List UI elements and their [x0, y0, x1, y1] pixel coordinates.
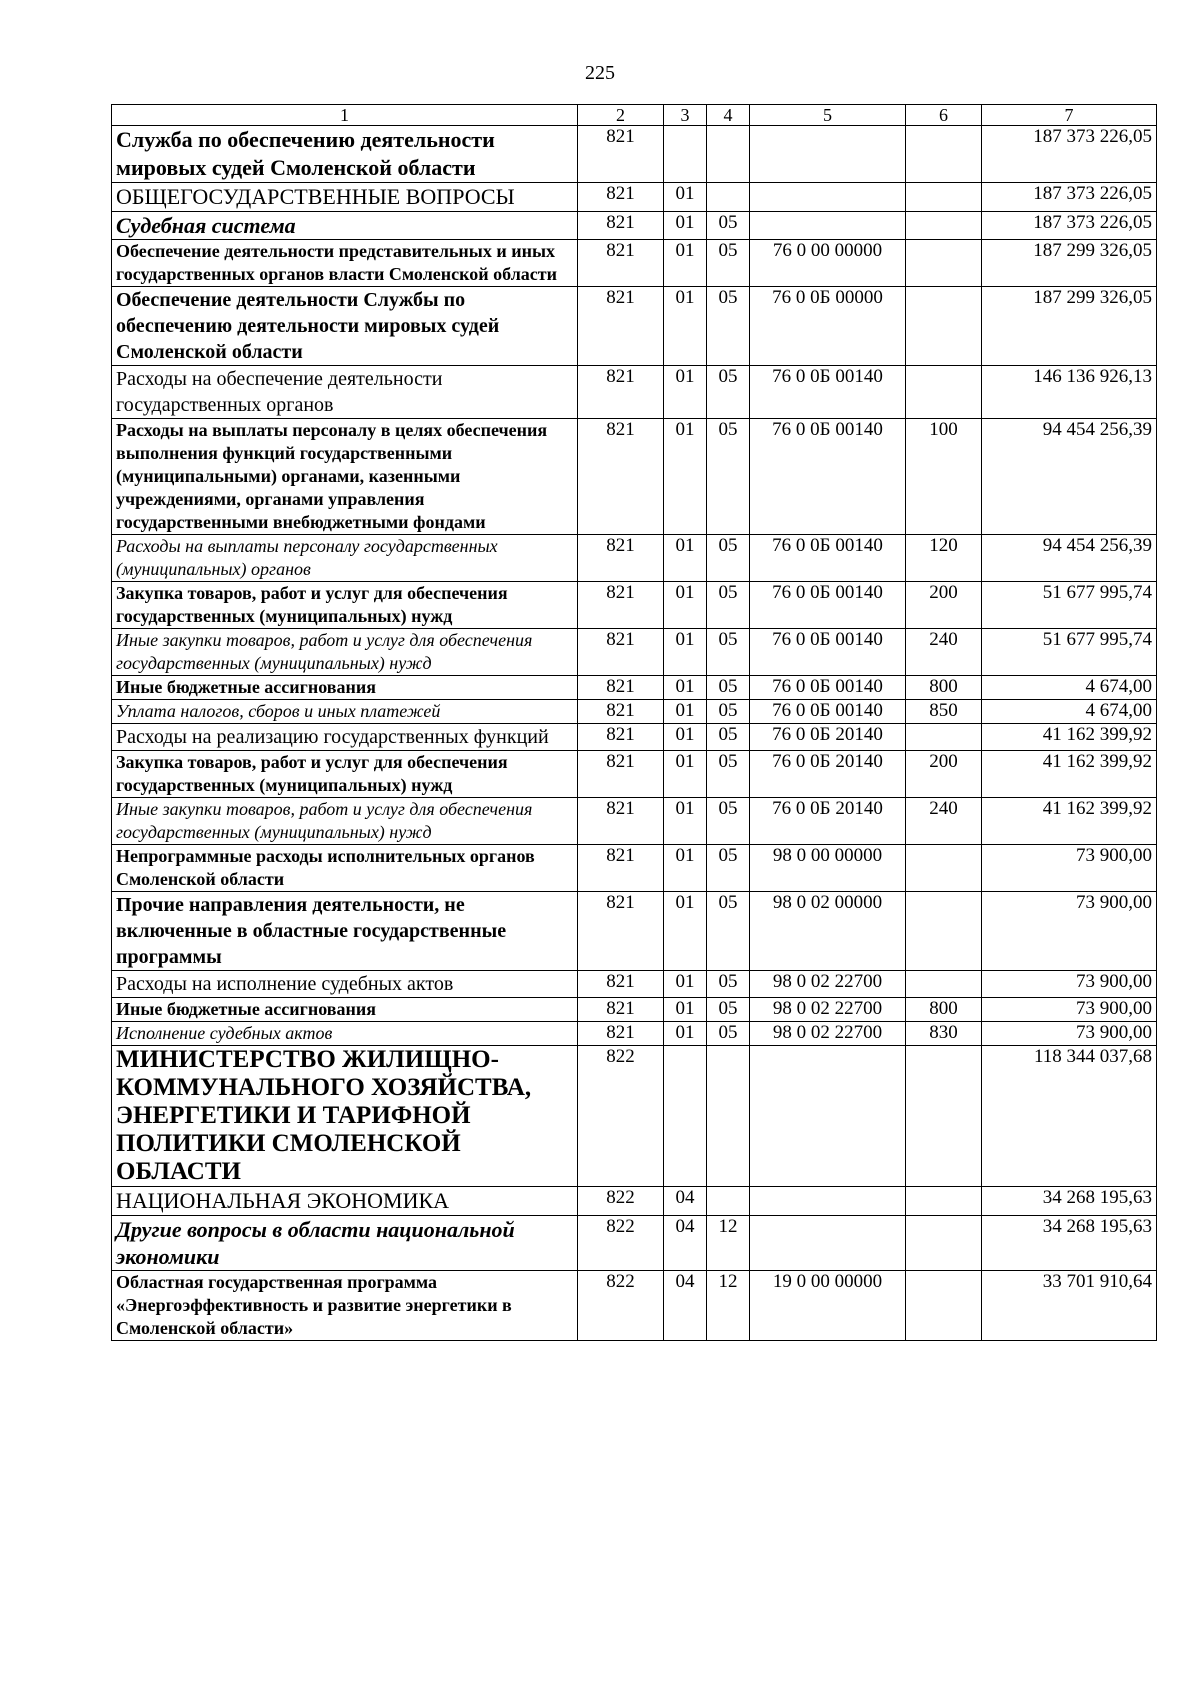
table-row [112, 751, 1157, 798]
target-article-cell [750, 1046, 906, 1187]
header-cell: 6 [906, 105, 982, 126]
subsection-code-cell: 05 [707, 535, 750, 582]
header-cell: 1 [112, 105, 578, 126]
target-article-cell: 98 0 00 00000 [750, 845, 906, 892]
subsection-code-cell [707, 183, 750, 212]
section-code-cell: 01 [664, 419, 707, 535]
item-name-cell: Прочие направления деятельности, не включенные в областные государственные программы [112, 892, 578, 971]
item-name-cell: ОБЩЕГОСУДАРСТВЕННЫЕ ВОПРОСЫ [112, 183, 578, 212]
amount-cell: 73 900,00 [982, 998, 1157, 1022]
target-article-cell: 76 0 0Б 00140 [750, 419, 906, 535]
item-name-cell: Исполнение судебных актов [112, 1022, 578, 1046]
section-code-cell: 01 [664, 183, 707, 212]
amount-cell: 34 268 195,63 [982, 1187, 1157, 1216]
ministry-code-cell: 821 [578, 892, 664, 971]
amount-cell: 41 162 399,92 [982, 751, 1157, 798]
section-code-cell: 01 [664, 676, 707, 700]
target-article-cell: 98 0 02 00000 [750, 892, 906, 971]
section-code-cell: 04 [664, 1271, 707, 1341]
item-name-cell: Непрограммные расходы исполнительных органов Смоленской области [112, 845, 578, 892]
ministry-code-cell: 821 [578, 287, 664, 366]
subsection-code-cell: 12 [707, 1271, 750, 1341]
section-code-cell: 01 [664, 724, 707, 751]
expense-type-cell [906, 212, 982, 240]
ministry-code-cell: 821 [578, 700, 664, 724]
amount-cell: 94 454 256,39 [982, 535, 1157, 582]
subsection-code-cell: 05 [707, 240, 750, 287]
ministry-code-cell: 821 [578, 535, 664, 582]
section-code-cell: 01 [664, 751, 707, 798]
ministry-code-cell: 821 [578, 240, 664, 287]
item-name-cell: Иные бюджетные ассигнования [112, 998, 578, 1022]
expense-type-cell: 240 [906, 629, 982, 676]
target-article-cell: 98 0 02 22700 [750, 998, 906, 1022]
expense-type-cell: 120 [906, 535, 982, 582]
ministry-code-cell: 821 [578, 366, 664, 419]
section-code-cell: 01 [664, 998, 707, 1022]
expense-type-cell [906, 1046, 982, 1187]
subsection-code-cell: 12 [707, 1216, 750, 1271]
table-row [112, 1216, 1157, 1271]
subsection-code-cell: 05 [707, 751, 750, 798]
amount-cell: 51 677 995,74 [982, 582, 1157, 629]
amount-cell: 73 900,00 [982, 892, 1157, 971]
expense-type-cell: 100 [906, 419, 982, 535]
item-name-cell: Расходы на исполнение судебных актов [112, 971, 578, 998]
amount-cell: 4 674,00 [982, 700, 1157, 724]
subsection-code-cell [707, 126, 750, 183]
item-name-cell: МИНИСТЕРСТВО ЖИЛИЩНО-КОММУНАЛЬНОГО ХОЗЯЙСТВА, ЭНЕРГЕТИКИ И ТАРИФНОЙ ПОЛИТИКИ СМОЛЕНСКОЙ ОБЛАСТИ [112, 1046, 578, 1187]
item-name-cell: Уплата налогов, сборов и иных платежей [112, 700, 578, 724]
item-name-cell: Другие вопросы в области национальной экономики [112, 1216, 578, 1271]
section-code-cell: 01 [664, 212, 707, 240]
budget-table [111, 104, 1157, 1341]
target-article-cell: 76 0 0Б 00140 [750, 366, 906, 419]
table-row [112, 1046, 1157, 1187]
subsection-code-cell [707, 1187, 750, 1216]
ministry-code-cell: 821 [578, 629, 664, 676]
expense-type-cell [906, 126, 982, 183]
table-row [112, 971, 1157, 998]
table-row [112, 535, 1157, 582]
amount-cell: 187 299 326,05 [982, 287, 1157, 366]
table-row [112, 700, 1157, 724]
item-name-cell: Расходы на обеспечение деятельности государственных органов [112, 366, 578, 419]
amount-cell: 51 677 995,74 [982, 629, 1157, 676]
expense-type-cell: 200 [906, 582, 982, 629]
expense-type-cell [906, 724, 982, 751]
target-article-cell: 98 0 02 22700 [750, 971, 906, 998]
amount-cell: 41 162 399,92 [982, 724, 1157, 751]
subsection-code-cell [707, 1046, 750, 1187]
amount-cell: 146 136 926,13 [982, 366, 1157, 419]
subsection-code-cell: 05 [707, 700, 750, 724]
ministry-code-cell: 822 [578, 1046, 664, 1187]
ministry-code-cell: 821 [578, 419, 664, 535]
amount-cell: 41 162 399,92 [982, 798, 1157, 845]
item-name-cell: Обеспечение деятельности Службы по обеспечению деятельности мировых судей Смоленской области [112, 287, 578, 366]
expense-type-cell: 830 [906, 1022, 982, 1046]
subsection-code-cell: 05 [707, 419, 750, 535]
subsection-code-cell: 05 [707, 998, 750, 1022]
header-cell: 4 [707, 105, 750, 126]
item-name-cell: Обеспечение деятельности представительных и иных государственных органов власти Смоленской области [112, 240, 578, 287]
ministry-code-cell: 822 [578, 1216, 664, 1271]
amount-cell: 187 299 326,05 [982, 240, 1157, 287]
table-row [112, 724, 1157, 751]
subsection-code-cell: 05 [707, 287, 750, 366]
target-article-cell: 76 0 0Б 20140 [750, 798, 906, 845]
target-article-cell: 76 0 0Б 00140 [750, 629, 906, 676]
section-code-cell: 01 [664, 582, 707, 629]
target-article-cell: 76 0 0Б 00140 [750, 535, 906, 582]
amount-cell: 73 900,00 [982, 971, 1157, 998]
section-code-cell: 01 [664, 971, 707, 998]
section-code-cell: 01 [664, 366, 707, 419]
expense-type-cell: 800 [906, 998, 982, 1022]
table-row [112, 798, 1157, 845]
item-name-cell: Расходы на реализацию государственных функций [112, 724, 578, 751]
amount-cell: 33 701 910,64 [982, 1271, 1157, 1341]
ministry-code-cell: 821 [578, 724, 664, 751]
header-cell: 5 [750, 105, 906, 126]
ministry-code-cell: 821 [578, 1022, 664, 1046]
section-code-cell [664, 1046, 707, 1187]
subsection-code-cell: 05 [707, 971, 750, 998]
item-name-cell: Расходы на выплаты персоналу в целях обеспечения выполнения функций государственными (муниципальными) органами, казенными учреждениями, органами управления государственными внебюджетными фондами [112, 419, 578, 535]
expense-type-cell [906, 287, 982, 366]
table-header-row [112, 105, 1157, 126]
page-number: 225 [585, 62, 615, 84]
ministry-code-cell: 821 [578, 998, 664, 1022]
expense-type-cell [906, 1216, 982, 1271]
table-row [112, 287, 1157, 366]
target-article-cell: 76 0 0Б 00000 [750, 287, 906, 366]
ministry-code-cell: 821 [578, 676, 664, 700]
subsection-code-cell: 05 [707, 366, 750, 419]
item-name-cell: Иные закупки товаров, работ и услуг для обеспечения государственных (муниципальных) нужд [112, 629, 578, 676]
target-article-cell: 19 0 00 00000 [750, 1271, 906, 1341]
section-code-cell: 01 [664, 535, 707, 582]
expense-type-cell: 850 [906, 700, 982, 724]
target-article-cell: 76 0 0Б 20140 [750, 751, 906, 798]
target-article-cell: 98 0 02 22700 [750, 1022, 906, 1046]
section-code-cell [664, 126, 707, 183]
subsection-code-cell: 05 [707, 629, 750, 676]
amount-cell: 73 900,00 [982, 1022, 1157, 1046]
ministry-code-cell: 821 [578, 845, 664, 892]
target-article-cell [750, 126, 906, 183]
expense-type-cell: 200 [906, 751, 982, 798]
table-row [112, 240, 1157, 287]
table-row [112, 212, 1157, 240]
subsection-code-cell: 05 [707, 798, 750, 845]
table-row [112, 892, 1157, 971]
table-row [112, 629, 1157, 676]
target-article-cell: 76 0 0Б 20140 [750, 724, 906, 751]
ministry-code-cell: 821 [578, 126, 664, 183]
table-row [112, 419, 1157, 535]
item-name-cell: Расходы на выплаты персоналу государственных (муниципальных) органов [112, 535, 578, 582]
section-code-cell: 01 [664, 1022, 707, 1046]
header-cell: 7 [982, 105, 1157, 126]
item-name-cell: Иные бюджетные ассигнования [112, 676, 578, 700]
header-cell: 3 [664, 105, 707, 126]
target-article-cell [750, 1187, 906, 1216]
subsection-code-cell: 05 [707, 676, 750, 700]
subsection-code-cell: 05 [707, 845, 750, 892]
item-name-cell: Судебная система [112, 212, 578, 240]
expense-type-cell [906, 892, 982, 971]
amount-cell: 4 674,00 [982, 676, 1157, 700]
item-name-cell: Иные закупки товаров, работ и услуг для обеспечения государственных (муниципальных) нужд [112, 798, 578, 845]
ministry-code-cell: 821 [578, 971, 664, 998]
amount-cell: 94 454 256,39 [982, 419, 1157, 535]
expense-type-cell: 240 [906, 798, 982, 845]
section-code-cell: 01 [664, 798, 707, 845]
table-row [112, 1187, 1157, 1216]
subsection-code-cell: 05 [707, 582, 750, 629]
section-code-cell: 01 [664, 629, 707, 676]
table-row [112, 183, 1157, 212]
table-row [112, 1022, 1157, 1046]
section-code-cell: 01 [664, 845, 707, 892]
target-article-cell [750, 183, 906, 212]
ministry-code-cell: 821 [578, 751, 664, 798]
ministry-code-cell: 822 [578, 1187, 664, 1216]
target-article-cell: 76 0 0Б 00140 [750, 676, 906, 700]
item-name-cell: Закупка товаров, работ и услуг для обеспечения государственных (муниципальных) нужд [112, 751, 578, 798]
ministry-code-cell: 822 [578, 1271, 664, 1341]
section-code-cell: 01 [664, 700, 707, 724]
section-code-cell: 04 [664, 1187, 707, 1216]
expense-type-cell [906, 971, 982, 998]
subsection-code-cell: 05 [707, 724, 750, 751]
expense-type-cell [906, 240, 982, 287]
ministry-code-cell: 821 [578, 183, 664, 212]
item-name-cell: НАЦИОНАЛЬНАЯ ЭКОНОМИКА [112, 1187, 578, 1216]
section-code-cell: 01 [664, 892, 707, 971]
target-article-cell: 76 0 0Б 00140 [750, 700, 906, 724]
expense-type-cell [906, 366, 982, 419]
ministry-code-cell: 821 [578, 212, 664, 240]
amount-cell: 187 373 226,05 [982, 183, 1157, 212]
target-article-cell [750, 212, 906, 240]
item-name-cell: Закупка товаров, работ и услуг для обеспечения государственных (муниципальных) нужд [112, 582, 578, 629]
amount-cell: 187 373 226,05 [982, 126, 1157, 183]
table-row [112, 1271, 1157, 1341]
table-row [112, 676, 1157, 700]
item-name-cell: Служба по обеспечению деятельности мировых судей Смоленской области [112, 126, 578, 183]
amount-cell: 187 373 226,05 [982, 212, 1157, 240]
amount-cell: 118 344 037,68 [982, 1046, 1157, 1187]
expense-type-cell [906, 1187, 982, 1216]
amount-cell: 73 900,00 [982, 845, 1157, 892]
table-row [112, 126, 1157, 183]
subsection-code-cell: 05 [707, 1022, 750, 1046]
target-article-cell: 76 0 00 00000 [750, 240, 906, 287]
subsection-code-cell: 05 [707, 892, 750, 971]
table-row [112, 845, 1157, 892]
expense-type-cell: 800 [906, 676, 982, 700]
table-row [112, 998, 1157, 1022]
expense-type-cell [906, 1271, 982, 1341]
expense-type-cell [906, 845, 982, 892]
subsection-code-cell: 05 [707, 212, 750, 240]
table-row [112, 366, 1157, 419]
section-code-cell: 01 [664, 240, 707, 287]
table-row [112, 582, 1157, 629]
expense-type-cell [906, 183, 982, 212]
header-cell: 2 [578, 105, 664, 126]
target-article-cell: 76 0 0Б 00140 [750, 582, 906, 629]
section-code-cell: 01 [664, 287, 707, 366]
target-article-cell [750, 1216, 906, 1271]
ministry-code-cell: 821 [578, 798, 664, 845]
amount-cell: 34 268 195,63 [982, 1216, 1157, 1271]
ministry-code-cell: 821 [578, 582, 664, 629]
item-name-cell: Областная государственная программа «Энергоэффективность и развитие энергетики в Смоленской области» [112, 1271, 578, 1341]
section-code-cell: 04 [664, 1216, 707, 1271]
